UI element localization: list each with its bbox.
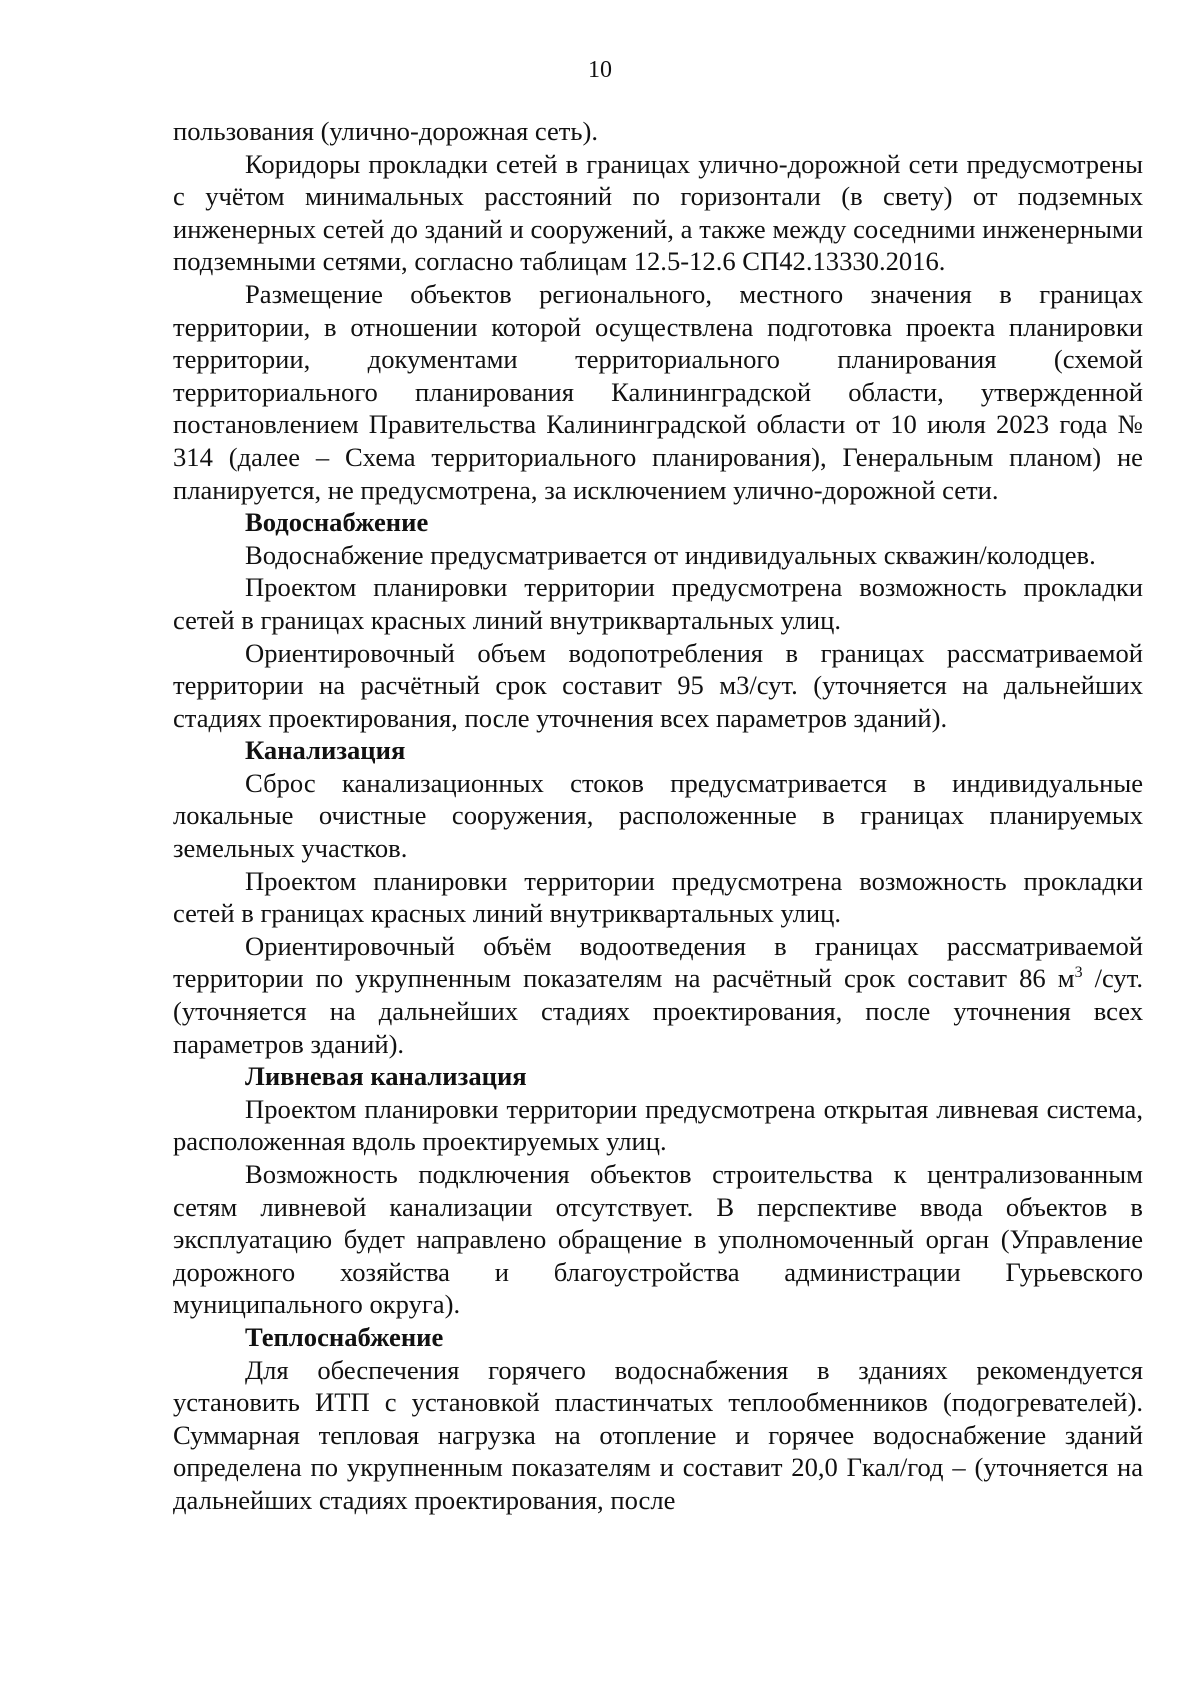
paragraph: Проектом планировки территории предусмотрена открытая ливневая система, расположенная вдоль проектируемых улиц. xyxy=(173,1093,1143,1157)
section-heading: Ливневая канализация xyxy=(245,1061,527,1092)
paragraph: Сброс канализационных стоков предусматривается в индивидуальные локальные очистные сооружения, расположенные в границах планируемых земельных участков. xyxy=(173,767,1143,864)
paragraph: пользования (улично-дорожная сеть). xyxy=(173,116,599,146)
paragraph: Для обеспечения горячего водоснабжения в зданиях рекомендуется установить ИТП с установкой пластинчатых теплообменников (подогревателей). Суммарная тепловая нагрузка на отопление и горячее водоснабжение зданий определена по укрупненным показателям и составит 20,0 Гкал/год – (уточняется на дальнейших стадиях проектирования, после xyxy=(173,1354,1143,1515)
paragraph-text: /сут. (уточняется на дальнейших стадиях проектирования, после уточнения всех параметров зданий). xyxy=(173,963,1143,1059)
document-body xyxy=(173,115,1143,1517)
paragraph xyxy=(173,930,1143,1060)
section-heading: Теплоснабжение xyxy=(245,1321,444,1352)
section-heading: Канализация xyxy=(245,735,406,766)
paragraph: Водоснабжение предусматривается от индивидуальных скважин/колодцев. xyxy=(245,539,1096,570)
paragraph: Коридоры прокладки сетей в границах улично-дорожной сети предусмотрены с учётом минимальных расстояний по горизонтали (в свету) от подземных инженерных сетей до зданий и сооружений, а также между соседними инженерными подземными сетями, согласно таблицам 12.5-12.6 СП42.13330.2016. xyxy=(173,148,1143,277)
paragraph: Размещение объектов регионального, местного значения в границах территории, в отношении которой осуществлена подготовка проекта планировки территории, документами территориального планирования (схемой территориального планирования Калининградской области, утвержденной постановлением Правительства Калининградской области от 10 июля 2023 года № 314 (далее – Схема территориального планирования), Генеральным планом) не планируется, не предусмотрена, за исключением улично-дорожной сети. xyxy=(173,278,1143,505)
paragraph: Проектом планировки территории предусмотрена возможность прокладки сетей в границах красных линий внутриквартальных улиц. xyxy=(173,865,1143,929)
paragraph-text: Ориентировочный объём водоотведения в границах рассматриваемой территории по укрупненным показателям на расчётный срок составит 86 м xyxy=(173,930,1143,994)
superscript: 3 xyxy=(1074,964,1083,982)
paragraph: Ориентировочный объем водопотребления в границах рассматриваемой территории на расчётный срок составит 95 м3/сут. (уточняется на дальнейших стадиях проектирования, после уточнения всех параметров зданий). xyxy=(173,637,1143,733)
section-heading: Водоснабжение xyxy=(245,507,429,538)
paragraph: Проектом планировки территории предусмотрена возможность прокладки сетей в границах красных линий внутриквартальных улиц. xyxy=(173,572,1143,635)
page-number: 10 xyxy=(588,57,612,83)
paragraph: Возможность подключения объектов строительства к централизованным сетям ливневой канализации отсутствует. В перспективе ввода объектов в эксплуатацию будет направлено обращение в уполномоченный орган (Управление дорожного хозяйства и благоустройства администрации Гурьевского муниципального округа). xyxy=(173,1159,1143,1320)
